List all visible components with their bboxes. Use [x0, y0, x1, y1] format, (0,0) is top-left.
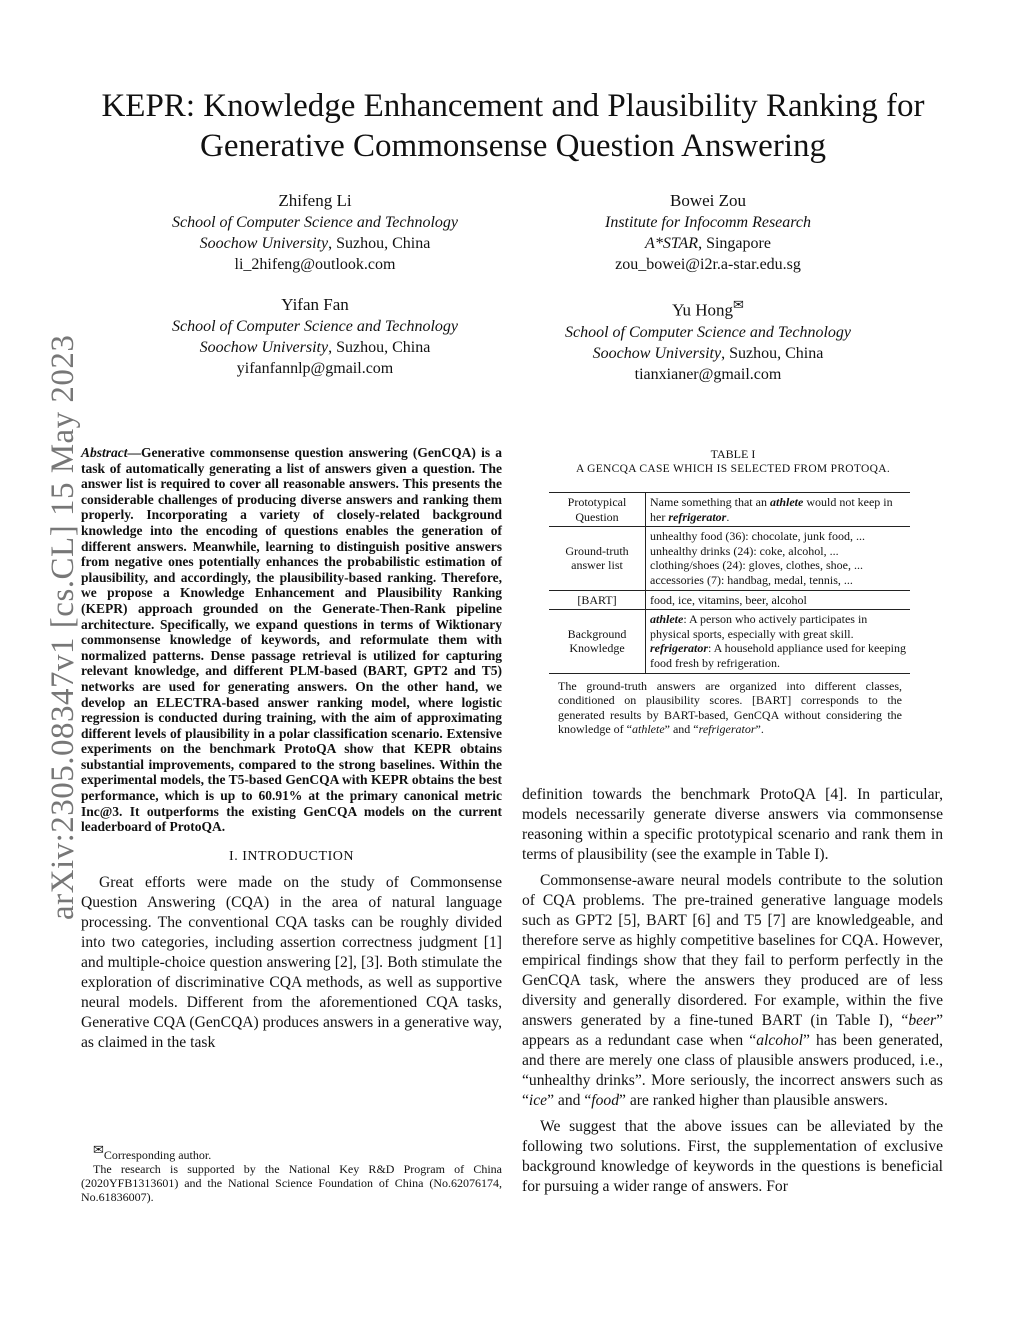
- keyword-athlete: athlete: [650, 612, 684, 627]
- row-head: Ground-truth answer list: [549, 527, 646, 590]
- author-org-location: , Suzhou, China: [328, 339, 431, 356]
- answer-class-line: unhealthy food (36): chocolate, junk food, ...: [650, 529, 865, 544]
- table-caption: [548, 447, 918, 477]
- cell-text: .: [726, 509, 730, 524]
- answer-class-line: unhealthy drinks (24): coke, alcohol, ...: [650, 543, 839, 558]
- section-heading-introduction: I. INTRODUCTION: [229, 848, 354, 864]
- keyword-refrigerator: refrigerator: [650, 641, 708, 656]
- author-block: [518, 190, 898, 275]
- author-block: [125, 294, 505, 379]
- body-paragraph: We suggest that the above issues can be alleviated by the following two solutions. First, the supplementation of exclusive background knowledge of keywords in the questions is beneficial for pursuing a wider range of answers. For: [522, 1118, 943, 1195]
- keyword-athlete: athlete: [769, 495, 804, 509]
- intro-paragraph: Great efforts were made on the study of Commonsense Question Answering (CQA) in the area of natural language processing. The conventional CQA tasks can be roughly divided into two categories, including assertion correctness judgment [1] and multiple-choice question answering [2], [3]. Both stimulate the exploration of discriminative CQA methods, as well as supportive neural models. Different from the aforementioned CQA tasks, Generative CQA (GenCQA) produces answers in a generative way, as claimed in the task: [81, 873, 502, 1051]
- note-text: ” and “: [664, 722, 699, 737]
- note-text: The ground-truth answers are organized into different classes, conditioned on plausibility scores. [BART] corresponds to the generated results by BART-based, GenCQA without considering the knowledge of “: [558, 679, 902, 737]
- keyword-refrigerator: refrigerator: [668, 509, 727, 524]
- knowledge-definition: : A household appliance used for keeping food fresh by refrigeration.: [650, 641, 906, 670]
- footnotes: [81, 1143, 502, 1204]
- knowledge-entry: [650, 612, 906, 641]
- author-department: School of Computer Science and Technology: [564, 323, 852, 341]
- table-row: [549, 590, 910, 610]
- author-name: Bowei Zou: [669, 191, 747, 210]
- left-column: [81, 445, 502, 1059]
- note-keyword: athlete: [631, 722, 665, 737]
- example-word: ice: [528, 1092, 548, 1109]
- author-name: [518, 294, 898, 321]
- table-row: [549, 610, 910, 673]
- table-row: [549, 493, 910, 527]
- row-head: Background Knowledge: [549, 610, 646, 673]
- body-text: ” are ranked higher than plausible answers.: [619, 1092, 888, 1109]
- author-org-location: , Suzhou, China: [328, 235, 431, 252]
- author-org-italic: A*STAR: [645, 235, 699, 252]
- author-department: Institute for Infocomm Research: [604, 214, 812, 231]
- answer-class-line: clothing/shoes (24): gloves, clothes, shoe, ...: [650, 558, 863, 573]
- gencqa-case-table: [549, 492, 910, 674]
- author-block: [518, 294, 898, 385]
- author-org-location: , Singapore: [698, 235, 771, 252]
- row-content: [646, 527, 911, 590]
- note-keyword: refrigerator: [698, 722, 756, 737]
- author-department: School of Computer Science and Technology: [171, 318, 459, 335]
- row-head: Prototypical Question: [549, 493, 646, 527]
- body-text: Commonsense-aware neural models contribute to the solution of CQA problems. The pre-trained generative language models such as GPT2 [5], BART [6] and T5 [7] are knowledgeable, and therefore serve as highly competitive baselines for CQA. However, empirical findings show that they fail to perform perfectly in the GenCQA task, where the answers they produced are of less diversity and generally disordered. For example, within the five answers generated by a fine-tuned BART (in Table I), “: [522, 872, 943, 1029]
- body-text: ” has been generated, and there are merely one class of plausible answers produced, i.e., “unhealthy drinks”. More seriously, the incorrect answers such as “: [522, 1032, 943, 1109]
- cell-text: would not keep in her: [650, 495, 893, 524]
- author-name: Yifan Fan: [281, 295, 349, 314]
- body-paragraph: definition towards the benchmark ProtoQA [4]. In particular, models necessarily generate diverse answers via commonsense reasoning within a specific prototypical scenario and rank them in terms of plausibility (see the example in Table I).: [522, 786, 943, 863]
- envelope-icon: ✉: [93, 1142, 104, 1157]
- author-org-location: , Suzhou, China: [721, 344, 824, 362]
- paper-title: KEPR: Knowledge Enhancement and Plausibility Ranking for Generative Commonsense Question Answering: [101, 88, 925, 164]
- author-name: Zhifeng Li: [278, 191, 352, 210]
- table-label: TABLE I: [710, 447, 756, 461]
- table-title: A GENCQA CASE WHICH IS SELECTED FROM PROTOQA.: [575, 463, 891, 475]
- footnote-corresponding-text: Corresponding author.: [103, 1148, 212, 1162]
- example-word: alcohol: [756, 1032, 803, 1049]
- author-name-text: Yu Hong: [672, 300, 733, 320]
- author-email: tianxianer@gmail.com: [634, 365, 782, 383]
- abstract-lead: Abstract: [81, 445, 128, 460]
- envelope-icon: ✉: [733, 297, 744, 312]
- example-word: beer: [908, 1012, 937, 1029]
- author-block: [125, 190, 505, 275]
- row-content: food, ice, vitamins, beer, alcohol: [646, 590, 911, 610]
- body-paragraph: [522, 871, 943, 1111]
- row-content: [646, 610, 911, 673]
- row-head: [BART]: [549, 590, 646, 610]
- table-note: [558, 679, 902, 737]
- abstract: [81, 445, 502, 835]
- author-org-italic: Soochow University: [199, 235, 329, 252]
- cell-text: Name something that an: [650, 495, 767, 509]
- example-word: food: [591, 1092, 619, 1109]
- footnote-funding: The research is supported by the National Key R&D Program of China (2020YFB1313601) and the National Science Foundation of China (No.62076174, No.61836007).: [81, 1162, 502, 1204]
- body-text: ” appears as a redundant case when “: [522, 1012, 943, 1049]
- footnote-corresponding: [81, 1143, 502, 1162]
- author-organization: [125, 337, 505, 358]
- row-content: [646, 493, 911, 527]
- author-organization: [518, 233, 898, 254]
- author-email: zou_bowei@i2r.a-star.edu.sg: [615, 256, 801, 273]
- author-email: yifanfannlp@gmail.com: [236, 360, 394, 377]
- knowledge-definition: : A person who actively participates in physical sports, especially with great skill.: [650, 612, 868, 641]
- knowledge-entry: [650, 641, 906, 670]
- body-text: ” and “: [547, 1092, 592, 1109]
- author-org-italic: Soochow University: [199, 339, 329, 356]
- author-email: li_2hifeng@outlook.com: [234, 256, 396, 273]
- author-organization: [125, 233, 505, 254]
- arxiv-side-stamp: arXiv:2305.08347v1 [cs.CL] 15 May 2023: [45, 334, 81, 920]
- abstract-text: —Generative commonsense question answering (GenCQA) is a task of automatically generating a list of answers given a question. The answer list is required to cover all reasonable answers. This presents the considerable challenges of producing diverse answers and ranking them properly. Incorporating a variety of closely-related background knowledge into the encoding of questions enables the generation of different answers. Meanwhile, learning to distinguish positive answers from negative ones potentially enhances the probabilistic estimation of plausibility, and accordingly, the plausibility-based ranking. Therefore, we propose a Knowledge Enhancement and Plausibility Ranking (KEPR) approach grounded on the Generate-Then-Rank pipeline architecture. Specifically, we expand questions in terms of Wiktionary commonsense knowledge of keywords, and reformulate them with normalized patterns. Dense passage retrieval is utilized for capturing relevant knowledge, and different PLM-based (BART, GPT2 and T5) networks are used for generating answers. On the other hand, we develop an ELECTRA-based answer ranking model, where logistic regression is conducted during training, with the aim of approximating different levels of plausibility in a polar classification scenario. Extensive experiments on the benchmark ProtoQA show that KEPR obtains substantial improvements, compared to the strong baselines. Within the experimental models, the T5-based GenCQA with KEPR obtains the best performance, which is up to 60.91% at the primary canonical metric Inc@3. It outperforms the existing GenCQA models on the current leaderboard of ProtoQA.: [81, 445, 502, 835]
- author-organization: [518, 343, 898, 364]
- note-text: ”.: [755, 722, 764, 737]
- right-column: [522, 785, 943, 1203]
- table-row: [549, 527, 910, 590]
- author-department: School of Computer Science and Technology: [171, 214, 459, 231]
- author-org-italic: Soochow University: [592, 344, 722, 362]
- answer-class-line: accessories (7): handbag, medal, tennis, ...: [650, 572, 853, 587]
